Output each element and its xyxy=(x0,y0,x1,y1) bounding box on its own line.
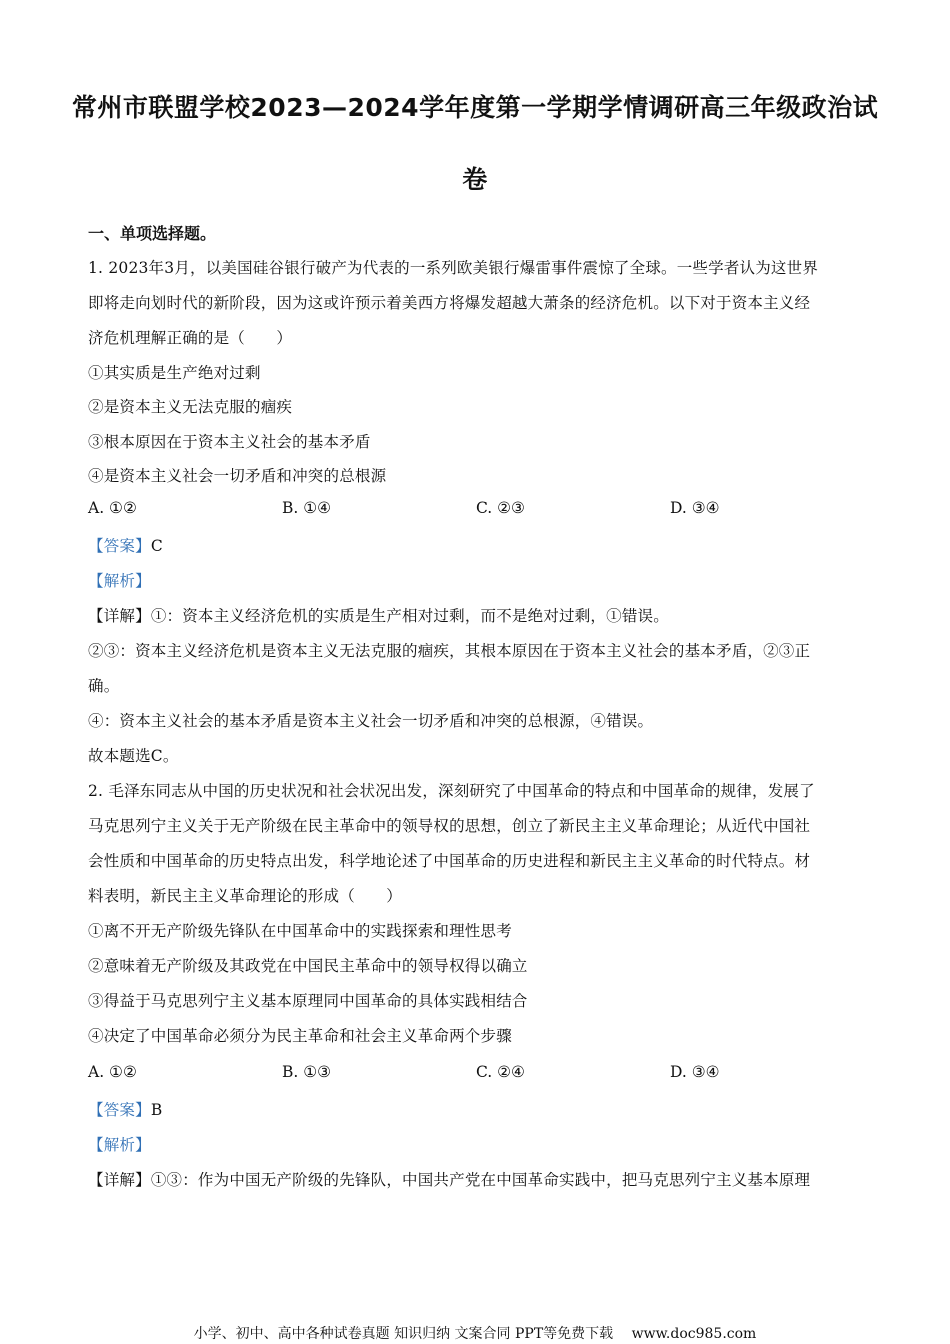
page-footer: 小学、初中、高中各种试卷真题 知识归纳 文案合同 PPT等免费下载 www.doc985.com xyxy=(193,1326,757,1342)
q1-option-d: D. ③④ xyxy=(670,499,720,517)
q1-item: ③根本原因在于资本主义社会的基本矛盾 xyxy=(88,433,371,451)
answer-label: 【答案】 xyxy=(88,1101,151,1119)
q1-detail-line: ②③：资本主义经济危机是资本主义无法克服的痼疾，其根本原因在于资本主义社会的基本矛盾，②③正 xyxy=(88,642,811,660)
q1-option-c: C. ②③ xyxy=(476,499,525,517)
analysis-label: 【解析】 xyxy=(88,1136,151,1154)
detail-label: 【详解】 xyxy=(88,607,151,625)
answer-label: 【答案】 xyxy=(88,537,151,555)
q1-item: ①其实质是生产绝对过剩 xyxy=(88,364,261,382)
q1-detail-line: 故本题选C。 xyxy=(88,747,179,765)
q1-option-b: B. ①④ xyxy=(282,499,332,517)
q2-stem-line: 会性质和中国革命的历史特点出发，科学地论述了中国革命的历史进程和新民主主义革命的时代特点。材 xyxy=(88,852,811,870)
q2-stem-line: 2. 毛泽东同志从中国的历史状况和社会状况出发，深刻研究了中国革命的特点和中国革命的规律，发展了 xyxy=(88,782,815,800)
q1-detail-line xyxy=(88,604,863,626)
q1-item: ④是资本主义社会一切矛盾和冲突的总根源 xyxy=(88,467,387,485)
q2-analysis xyxy=(88,1133,863,1155)
q2-option-b: B. ①③ xyxy=(282,1063,332,1081)
page-title: 常州市联盟学校2023—2024学年度第一学期学情调研高三年级政治试 xyxy=(71,93,879,122)
detail-text: ①：资本主义经济危机的实质是生产相对过剩，而不是绝对过剩，①错误。 xyxy=(150,607,669,625)
analysis-label: 【解析】 xyxy=(88,572,151,590)
q2-item: ④决定了中国革命必须分为民主革命和社会主义革命两个步骤 xyxy=(88,1027,512,1045)
q1-detail-line: 确。 xyxy=(88,677,120,695)
q2-item: ③得益于马克思列宁主义基本原理同中国革命的具体实践相结合 xyxy=(88,992,528,1010)
answer-value: B xyxy=(150,1101,163,1119)
q1-item: ②是资本主义无法克服的痼疾 xyxy=(88,398,293,416)
q2-item: ②意味着无产阶级及其政党在中国民主革命中的领导权得以确立 xyxy=(88,957,528,975)
page-title-continued: 卷 xyxy=(462,165,488,194)
q1-answer xyxy=(88,534,863,556)
q1-detail-line: ④：资本主义社会的基本矛盾是资本主义社会一切矛盾和冲突的总根源，④错误。 xyxy=(88,712,654,730)
q2-detail-line xyxy=(88,1168,863,1190)
q1-option-a: A. ①② xyxy=(88,499,137,517)
q2-stem-line: 料表明，新民主主义革命理论的形成（ ） xyxy=(88,887,403,905)
q1-stem-line: 济危机理解正确的是（ ） xyxy=(88,329,293,347)
q2-option-a: A. ①② xyxy=(88,1063,137,1081)
q1-stem-line: 1. 2023年3月，以美国硅谷银行破产为代表的一系列欧美银行爆雷事件震惊了全球。一些学者认为这世界 xyxy=(88,259,819,277)
q2-answer xyxy=(88,1098,863,1120)
answer-value: C xyxy=(150,537,163,555)
detail-label: 【详解】 xyxy=(88,1171,151,1189)
detail-text: ①③：作为中国无产阶级的先锋队，中国共产党在中国革命实践中，把马克思列宁主义基本原理 xyxy=(150,1171,811,1189)
q1-analysis xyxy=(88,569,863,591)
q2-item: ①离不开无产阶级先锋队在中国革命中的实践探索和理性思考 xyxy=(88,922,512,940)
q2-option-c: C. ②④ xyxy=(476,1063,525,1081)
section-heading: 一、单项选择题。 xyxy=(88,224,217,243)
q2-option-d: D. ③④ xyxy=(670,1063,720,1081)
q2-stem-line: 马克思列宁主义关于无产阶级在民主革命中的领导权的思想，创立了新民主主义革命理论；从近代中国社 xyxy=(88,817,811,835)
q1-stem-line: 即将走向划时代的新阶段，因为这或许预示着美西方将爆发超越大萧条的经济危机。以下对于资本主义经 xyxy=(88,294,811,312)
